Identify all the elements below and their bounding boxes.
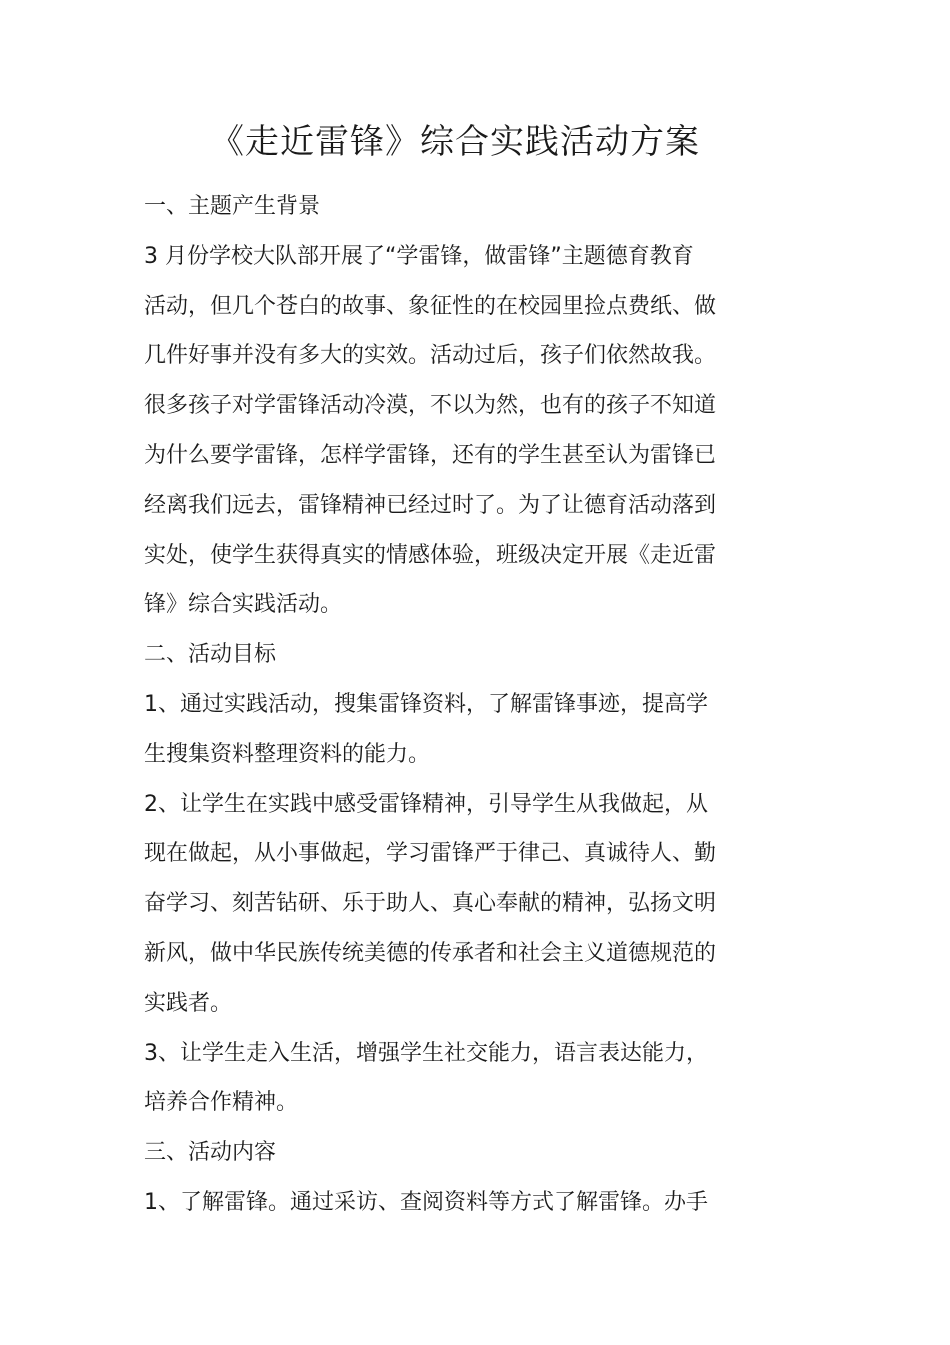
paragraph-line: 经离我们远去，雷锋精神已经过时了。为了让德育活动落到 (144, 492, 717, 518)
paragraph-line: 为什么要学雷锋，怎样学雷锋，还有的学生甚至认为雷锋已 (144, 442, 717, 468)
document-title: 《走近雷锋》综合实践活动方案 (210, 122, 700, 162)
paragraph-line: 3 月份学校大队部开展了“学雷锋，做雷锋”主题德育教育 (144, 243, 694, 269)
section-heading-background: 一、主题产生背景 (144, 194, 321, 219)
goal-item-line: 生搜集资料整理资料的能力。 (144, 741, 431, 767)
goal-item-line: 培养合作精神。 (144, 1090, 299, 1116)
paragraph-line: 很多孩子对学雷锋活动冷漠，不以为然，也有的孩子不知道 (144, 393, 717, 419)
paragraph-line: 几件好事并没有多大的实效。活动过后，孩子们依然故我。 (144, 343, 717, 369)
goal-item-line: 奋学习、刻苦钻研、乐于助人、真心奉献的精神，弘扬文明 (144, 891, 717, 917)
goal-item-line: 2、让学生在实践中感受雷锋精神，引导学生从我做起，从 (144, 791, 708, 817)
section-heading-goals: 二、活动目标 (144, 642, 277, 668)
content-item-line: 1、了解雷锋。通过采访、查阅资料等方式了解雷锋。办手 (144, 1189, 708, 1215)
paragraph-line: 锋》综合实践活动。 (144, 592, 343, 618)
goal-item-line: 1、通过实践活动，搜集雷锋资料，了解雷锋事迹，提高学 (144, 691, 708, 717)
goal-item-line: 新风，做中华民族传统美德的传承者和社会主义道德规范的 (144, 940, 717, 966)
goal-item-line: 现在做起，从小事做起，学习雷锋严于律己、真诚待人、勤 (144, 841, 717, 867)
goal-item-line: 3、让学生走入生活，增强学生社交能力，语言表达能力， (144, 1040, 708, 1066)
goal-item-line: 实践者。 (144, 990, 233, 1016)
document-body (144, 182, 744, 1228)
paragraph-line: 活动，但几个苍白的故事、象征性的在校园里捡点费纸、做 (144, 293, 717, 319)
paragraph-line: 实处，使学生获得真实的情感体验，班级决定开展《走近雷 (144, 542, 717, 568)
section-heading-content: 三、活动内容 (144, 1140, 277, 1166)
